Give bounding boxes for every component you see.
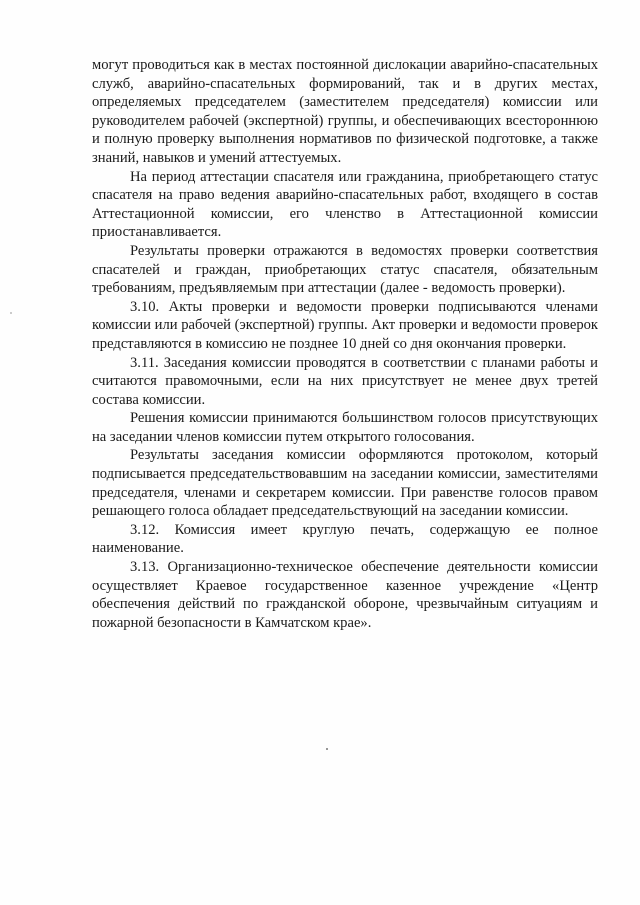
document-body xyxy=(92,56,598,632)
paragraph-meeting-results: Результаты заседания комиссии оформляются протоколом, который подписывается председательствовавшим на заседании комиссии, заместителями председателя, членами и секретарем комиссии. При равенстве голосов правом решающего голоса обладает председательствующий на заседании комиссии. xyxy=(92,447,598,520)
scan-speck xyxy=(326,748,328,750)
paragraph-3-12: 3.12. Комиссия имеет круглую печать, содержащую ее полное наименование. xyxy=(92,521,598,557)
scan-speck xyxy=(10,312,12,314)
paragraph-3-11: 3.11. Заседания комиссии проводятся в соответствии с планами работы и считаются правомочными, если на них присутствует не менее двух третей состава комиссии. xyxy=(92,354,598,408)
paragraph-3-10: 3.10. Акты проверки и ведомости проверки подписываются членами комиссии или рабочей (экспертной) группы. Акт проверки и ведомости проверок представляются в комиссию не позднее 10 дней со дня окончания проверки. xyxy=(92,298,598,352)
paragraph-continuation: могут проводиться как в местах постоянной дислокации аварийно-спасательных служб, аварийно-спасательных формирований, так и в других местах, определяемых председателем (заместителем председателя) комиссии или руководителем рабочей (экспертной) группы, и обеспечивающих всестороннюю и полную проверку выполнения нормативов по физической подготовке, а также знаний, навыков и умений аттестуемых. xyxy=(92,57,598,166)
paragraph-decisions: Решения комиссии принимаются большинством голосов присутствующих на заседании членов комиссии путем открытого голосования. xyxy=(92,410,598,445)
paragraph-3-13: 3.13. Организационно-техническое обеспечение деятельности комиссии осуществляет Краевое государственное казенное учреждение «Центр обеспечения действий по гражданской обороне, чрезвычайным ситуациям и пожарной безопасности в Камчатском крае». xyxy=(92,559,598,631)
paragraph-attestation-period: На период аттестации спасателя или гражданина, приобретающего статус спасателя на право ведения аварийно-спасательных работ, входящего в состав Аттестационной комиссии, его членство в Аттестационной комиссии приостанавливается. xyxy=(92,168,598,241)
paragraph-check-results: Результаты проверки отражаются в ведомостях проверки соответствия спасателей и граждан, приобретающих статус спасателя, обязательным требованиям, предъявляемым при аттестации (далее - ведомость проверки). xyxy=(92,242,598,297)
